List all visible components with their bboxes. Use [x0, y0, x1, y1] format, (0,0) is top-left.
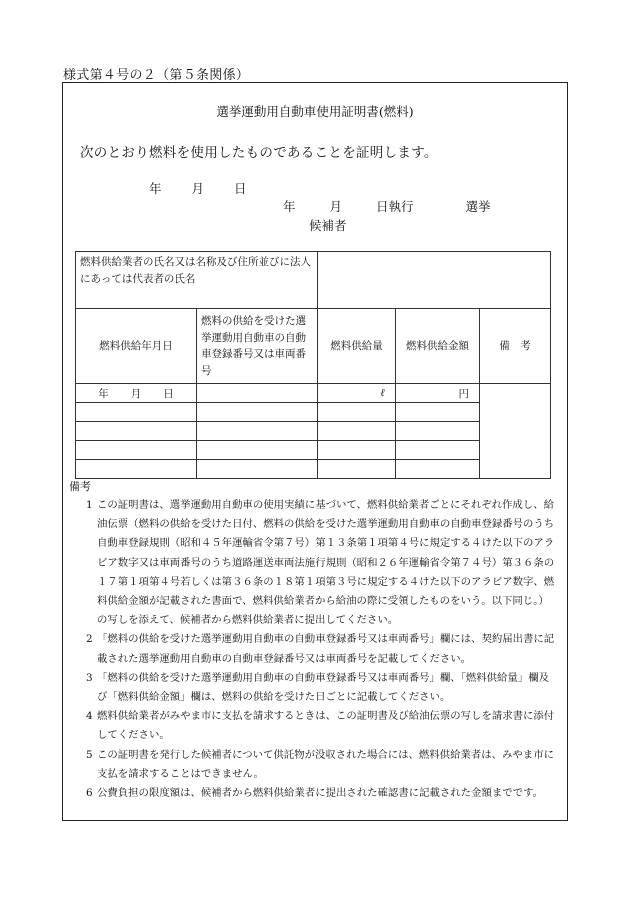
supplier-label-cell: 燃料供給業者の氏名又は名称及び住所並びに法人にあっては代表者の氏名 — [76, 252, 318, 309]
note-item — [69, 669, 555, 707]
form-number-label: 様式第４号の２（第５条関係） — [63, 68, 250, 83]
entry-amount-cell[interactable] — [396, 384, 480, 403]
note-text: 「燃料の供給を受けた選挙運動用自動車の自動車登録番号又は車両番号」欄、「燃料供給量」欄及び「燃料供給金額」欄は、燃料の供給を受けた日ごとに記載してください。 — [97, 671, 549, 704]
note-item — [69, 707, 555, 745]
document-title: 選挙運動用自動車使用証明書(燃料) — [216, 104, 414, 119]
election-day-executed: 日執行 — [376, 199, 414, 214]
unit-liter: ℓ — [380, 387, 385, 399]
note-number: 4 — [86, 710, 93, 723]
header-vehicle-number: 燃料の供給を受けた選挙運動用自動車の自動車登録番号又は車両番号 — [197, 309, 318, 384]
date-month: 月 — [191, 181, 205, 196]
remarks-cell[interactable] — [480, 384, 551, 479]
header-supply-quantity: 燃料供給量 — [318, 309, 396, 384]
certification-statement: 次のとおり燃料を使用したものであることを証明します。 — [80, 145, 438, 161]
unit-year: 年 — [98, 387, 109, 400]
supplier-value-cell[interactable] — [318, 252, 551, 309]
notes-heading: 備考 — [69, 480, 91, 493]
note-item — [69, 784, 555, 803]
entry-amount-cell[interactable] — [396, 441, 480, 460]
election-month: 月 — [329, 199, 343, 214]
entry-vehicle-cell[interactable] — [197, 460, 318, 479]
election-date-line — [283, 197, 491, 215]
entry-vehicle-cell[interactable] — [197, 403, 318, 422]
candidate-label: 候補者 — [309, 218, 347, 233]
header-remarks: 備 考 — [480, 309, 551, 384]
header-supply-amount: 燃料供給金額 — [396, 309, 480, 384]
entry-date-cell[interactable] — [76, 441, 197, 460]
header-supply-date: 燃料供給年月日 — [76, 309, 197, 384]
note-text: 燃料供給業者がみやま市に支払を請求するときは、この証明書及び給油伝票の写しを請求書に添付してください。 — [97, 710, 555, 742]
note-number: 6 — [86, 787, 93, 800]
entry-vehicle-cell[interactable] — [197, 422, 318, 441]
note-number: 5 — [86, 748, 93, 761]
entry-amount-cell[interactable] — [396, 460, 480, 479]
entry-quantity-cell[interactable] — [318, 422, 396, 441]
note-number: 2 — [86, 633, 93, 646]
note-text: 「燃料の供給を受けた選挙運動用自動車の自動車登録番号又は車両番号」欄には、契約届出書に記載された選挙運動用自動車の自動車登録番号又は車両番号を記載してください。 — [97, 633, 555, 665]
entry-date-cell[interactable] — [76, 403, 197, 422]
entry-vehicle-cell[interactable] — [197, 441, 318, 460]
entry-date-cell[interactable] — [76, 460, 197, 479]
note-item — [69, 746, 555, 784]
unit-yen: 円 — [458, 387, 469, 400]
note-item — [69, 496, 555, 630]
entry-quantity-cell[interactable] — [318, 403, 396, 422]
notes-list — [69, 496, 555, 803]
note-text: 公費負担の限度額は、候補者から燃料供給業者に提出された確認書に記載された金額までです。 — [97, 787, 543, 800]
note-text: この証明書は、選挙運動用自動車の使用実績に基づいて、燃料供給業者ごとにそれぞれ作成し、給油伝票（燃料の供給を受けた日付、燃料の供給を受けた選挙運動用自動車の自動車登録番号のうち自動車登録規則（昭和４５年運輸省令第７号）第１３条第１項第４号に規定する４けた以下のアラビア数字又は車両番号のうち道路運送車両法施行規則（昭和２６年運輸省令第７４号）第３６条の１７第１項第４号若しくは第３６条の１８第１項第３号に規定する４けた以下のアラビア数字、燃料供給金額が記載された書面で、燃料供給業者から給油の際に受領したものをいう。以下同じ。）の写しを添えて、候補者から燃料供給業者に提出してください。 — [97, 499, 555, 627]
certification-date — [149, 179, 247, 197]
fuel-supply-table — [75, 251, 551, 479]
entry-amount-cell[interactable] — [396, 422, 480, 441]
note-number: 3 — [86, 671, 93, 684]
date-day: 日 — [234, 181, 247, 196]
date-year: 年 — [149, 181, 162, 196]
note-text: この証明書を発行した候補者について供託物が没収された場合には、燃料供給業者は、みやま市に支払を請求することはできません。 — [97, 748, 554, 780]
entry-vehicle-cell[interactable] — [197, 384, 318, 403]
entry-quantity-cell[interactable] — [318, 460, 396, 479]
election-name: 選挙 — [465, 199, 491, 214]
entry-date-cell[interactable] — [76, 384, 197, 403]
election-year: 年 — [283, 199, 296, 214]
note-item — [69, 630, 555, 668]
entry-amount-cell[interactable] — [396, 403, 480, 422]
unit-day: 日 — [163, 387, 174, 400]
unit-month: 月 — [130, 387, 142, 400]
note-number: 1 — [86, 499, 93, 511]
certificate-frame — [62, 82, 568, 821]
entry-date-cell[interactable] — [76, 422, 197, 441]
entry-quantity-cell[interactable] — [318, 441, 396, 460]
entry-quantity-cell[interactable] — [318, 384, 396, 403]
